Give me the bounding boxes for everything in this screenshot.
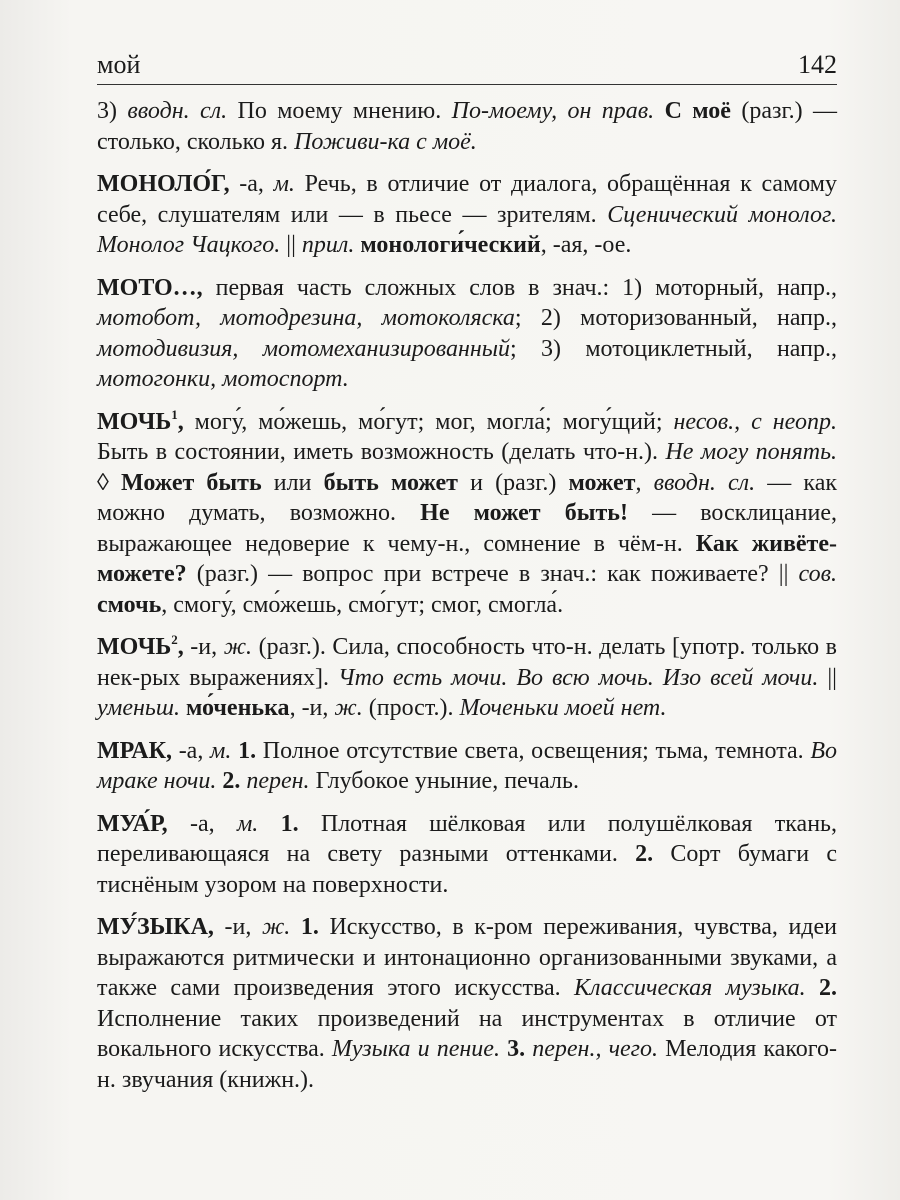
example: Музыка и пение.: [331, 1036, 500, 1062]
derived-word: мо́ченька: [185, 695, 290, 721]
sense-number: 2.: [819, 975, 837, 1001]
entry-monolog: [97, 169, 837, 261]
headword: МОЧЬ: [97, 408, 172, 435]
definition: (разг.). Сила, способность что-н. делать [употр. только в нек-рых выражениях].: [97, 634, 838, 691]
punctuation: ,: [177, 408, 184, 435]
grammar-label: прил.: [301, 232, 355, 258]
text: и (разг.): [457, 469, 569, 496]
grammar-label: ж.: [223, 634, 253, 660]
headword: МУ́ЗЫКА,: [97, 914, 214, 940]
entry-muar: [97, 809, 837, 901]
homonym-number: 2: [171, 632, 178, 647]
definition: Глубокое уныние, печаль.: [309, 768, 579, 794]
dictionary-text: [97, 96, 837, 1107]
definition: — восклицание, выражающее недоверие к чему-н., сомнение в чём-н.: [97, 500, 837, 557]
definition: (разг.) — вопрос при встрече в знач.: как поживаете? ||: [186, 561, 799, 587]
homonym-number: 1: [171, 406, 178, 422]
grammar-label: перен.: [246, 768, 310, 794]
definition: Мелодия какого-н. звучания (книжн.).: [97, 1036, 837, 1093]
grammar-label: ж.: [334, 695, 363, 721]
definition: Речь, в отличие от диалога, обращённая к самому себе, слушателям или — в пьесе — зрителям.: [97, 171, 837, 228]
spacer: [654, 98, 664, 124]
inflection: , смогу́, смо́жешь, смо́гут; смог, смогла́.: [161, 591, 564, 618]
example: Классическая музыка.: [574, 975, 806, 1001]
example: Не могу понять.: [665, 439, 837, 465]
example: мотобот, мотодрезина, мотоколяска: [97, 305, 515, 331]
idiom: Не может быть!: [420, 500, 628, 526]
headword: МРАК,: [97, 737, 172, 764]
definition: ; 3) мотоциклетный, напр.,: [510, 335, 837, 362]
inflection: , -ая, -ое.: [540, 232, 632, 258]
grammar-label: м.: [273, 171, 295, 197]
grammar-label: перен., чего.: [532, 1036, 659, 1062]
idiom: быть может: [323, 469, 458, 496]
sense-number: 2.: [222, 768, 241, 794]
entry-moi-continuation: [97, 96, 837, 157]
spacer: [258, 811, 280, 837]
page-number: 142: [798, 50, 837, 79]
text: или: [261, 469, 324, 496]
grammar-label: вводн. сл.: [653, 469, 756, 496]
definition: ; 2) моторизованный, напр.,: [514, 305, 837, 331]
grammar-label: ж.: [261, 914, 291, 940]
entry-moch-2: [97, 632, 837, 724]
definition: Исполнение таких произведений на инструментах в отличие от вокального искусства.: [97, 1005, 837, 1062]
idiom: может: [568, 469, 636, 496]
entry-moch-1: [97, 407, 837, 621]
sense-number: 1.: [300, 914, 319, 940]
sense-number: 1.: [238, 737, 257, 764]
definition: Сорт бумаги с тиснёным узором на поверхности.: [97, 841, 837, 898]
headword: МОЧЬ: [97, 634, 172, 660]
guide-word: мой: [97, 50, 141, 79]
derived-word: смочь: [97, 591, 162, 618]
idiom: С моё: [664, 98, 731, 124]
example: мотодивизия, мотомеханизированный: [97, 335, 511, 362]
derived-word: монологи́ческий: [360, 232, 541, 258]
example: Сценический монолог. Монолог Чацкого.: [97, 201, 837, 258]
sense-number: 1.: [280, 810, 299, 837]
sense-number: 2.: [635, 841, 654, 867]
inflection: -и,: [213, 914, 262, 940]
inflection: , -и,: [289, 695, 335, 721]
separator: ||: [818, 664, 837, 691]
separator: ||: [280, 232, 302, 258]
definition: Быть в состоянии, иметь возможность (делать что-н.).: [97, 439, 666, 465]
grammar-label: вводн. сл.: [127, 98, 228, 124]
definition: Плотная шёлковая или полушёлковая ткань, переливающаяся на свету разными оттенками.: [97, 810, 837, 867]
definition: первая часть сложных слов в знач.: 1) моторный, напр.,: [202, 274, 837, 301]
definition: Полное отсутствие света, освещения; тьма, темнота.: [256, 737, 811, 764]
grammar-label: уменьш.: [97, 695, 180, 721]
text: (прост.).: [362, 695, 460, 721]
text: ,: [635, 469, 654, 496]
definition: — как можно думать, возможно.: [97, 469, 838, 526]
definition: Искусство, в к-ром переживания, чувства, идеи выражаются ритмически и интонационно организованными звуками, а также сами произведения этого искусства.: [97, 914, 837, 1001]
headword: МОНОЛО́Г,: [97, 171, 230, 197]
entry-muzyka: [97, 912, 837, 1095]
headword: МУА́Р,: [97, 810, 168, 837]
example: мотогонки, мотоспорт.: [97, 366, 349, 392]
definition: По моему мнению.: [227, 98, 452, 124]
example: Поживи-ка с моё.: [294, 128, 477, 155]
spacer: [290, 914, 301, 940]
idiom: Как живёте-можете?: [97, 530, 837, 587]
inflection: -а,: [171, 737, 211, 764]
inflection: -а,: [229, 171, 274, 197]
entry-moto: [97, 273, 837, 395]
idiom: Может быть: [121, 469, 262, 496]
entry-mrak: [97, 736, 837, 797]
spacer: [806, 975, 819, 1001]
grammar-label: м.: [210, 737, 232, 764]
punctuation: ,: [177, 634, 184, 660]
headword: МОТО…,: [97, 274, 203, 301]
inflection: могу́, мо́жешь, мо́гут; мог, могла́; могу́щий;: [183, 408, 674, 435]
phraseology-marker: ◊: [97, 469, 122, 496]
example: По-моему, он прав.: [451, 98, 655, 124]
example: Моченьки моей нет.: [459, 695, 667, 721]
running-head: [97, 48, 837, 85]
definition: (разг.) — столько, сколько я.: [97, 98, 837, 155]
grammar-label: м.: [236, 810, 259, 837]
sense-number: 3.: [507, 1036, 526, 1062]
grammar-label: несов., с неопр.: [673, 408, 837, 435]
inflection: -и,: [183, 634, 224, 660]
example: Что есть мочи. Во всю мочь. Изо всей мочи.: [338, 664, 819, 691]
inflection: -а,: [167, 810, 237, 837]
sense-number: 3): [97, 98, 128, 124]
example: Во мраке ночи.: [97, 737, 838, 794]
grammar-label: сов.: [798, 561, 837, 587]
